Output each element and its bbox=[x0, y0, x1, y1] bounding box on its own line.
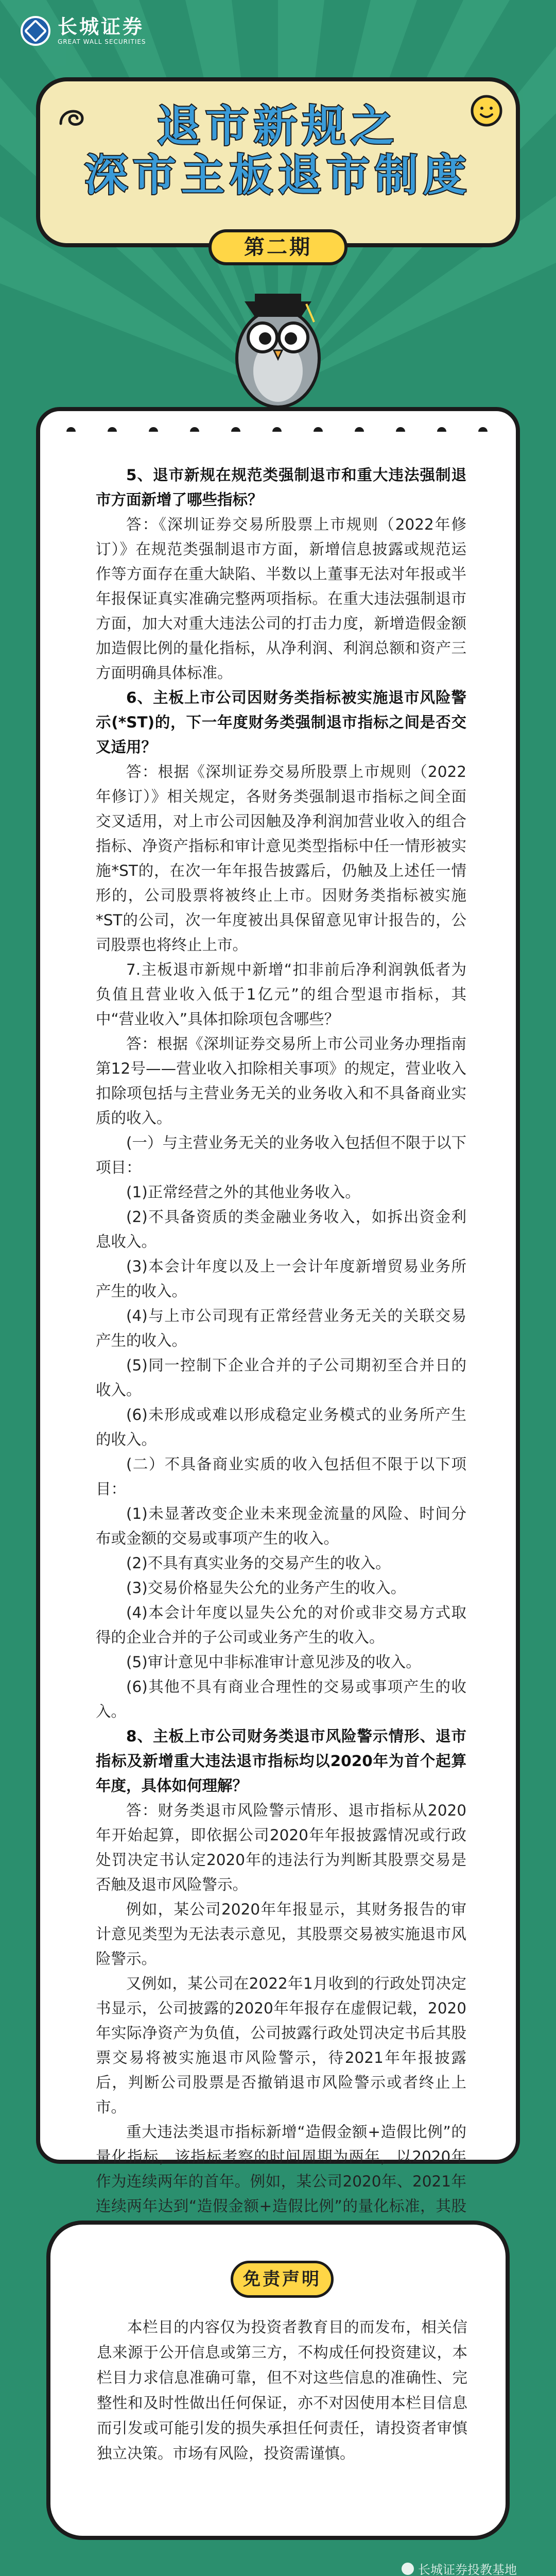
answer-paragraph: 又例如，某公司在2022年1月收到的行政处罚决定书显示，公司披露的2020年年报存在虚假记载，2020年实际净资产为负值，公司披露行政处罚决定书后其股票交易将被实施退市风险警示，待2021年年报披露后，判断公司股票是否撤销退市风险警示或者终止上市。 bbox=[96, 1975, 466, 2116]
hero-banner bbox=[36, 77, 520, 273]
disclaimer-text: 本栏目的内容仅为投资者教育目的而发布，相关信息来源于公开信息或第三方，不构成任何投资建议，本栏目力求信息准确可靠，但不对这些信息的准确性、完整性和及时性做出任何保证，亦不对因使用本栏目信息而引发或可能引发的损失承担任何责任，请投资者审慎独立决策。市场有风险，投资需谨慎。 bbox=[97, 2318, 467, 2462]
list-item: (1)正常经营之外的其他业务收入。 bbox=[126, 1183, 360, 1201]
list-item: (2)不具有真实业务的交易产生的收入。 bbox=[126, 1554, 391, 1572]
article-card bbox=[36, 407, 520, 2215]
list-item: (5)同一控制下企业合并的子公司期初至合并日的收入。 bbox=[96, 1357, 466, 1399]
question-heading: 5、退市新规在规范类强制退市和重大违法强制退市方面新增了哪些指标？ bbox=[96, 466, 466, 509]
list-item: (3)本会计年度以及上一会计年度新增贸易业务所产生的收入。 bbox=[96, 1258, 466, 1300]
brand-logo bbox=[21, 16, 146, 46]
header-bar bbox=[0, 0, 556, 62]
hero-title-line2: 深市主板退市制度 bbox=[84, 150, 472, 200]
question-heading: 6、主板上市公司因财务类指标被实施退市风险警示(*ST)的，下一年度财务类强制退市指标之间是否交叉适用？ bbox=[96, 689, 466, 756]
list-item: (二）不具备商业实质的收入包括但不限于以下项目： bbox=[96, 1455, 466, 1498]
list-item: (4)本会计年度以显失公允的对价或非交易方式取得的企业合并的子公司或业务产生的收入。 bbox=[96, 1604, 466, 1646]
answer-paragraph: 重大违法类退市指标新增“造假金额+造假比例”的量化指标，该指标考察的时间周期为两年，以2020年作为连续两年的首年。例如，某公司2020年、2021年连续两年达到“造假金额+造假比例”的量化标准，其股 bbox=[96, 2123, 466, 2215]
list-item: (3)交易价格显失公允的业务产生的收入。 bbox=[126, 1579, 406, 1597]
hero-title-line1: 退市新规之 bbox=[157, 101, 399, 151]
list-item: (1)未显著改变企业未来现金流量的风险、时间分布或金额的交易或事项产生的收入。 bbox=[96, 1505, 466, 1547]
watermark bbox=[402, 2560, 517, 2576]
answer-paragraph: 答：根据《深圳证券交易所上市公司业务办理指南第12号——营业收入扣除相关事项》的规定，营业收入扣除项包括与主营业务无关的业务收入和不具备商业实质的收入。 bbox=[96, 1035, 466, 1127]
list-item: (4)与上市公司现有正常经营业务无关的关联交易产生的收入。 bbox=[96, 1307, 466, 1349]
disclaimer-card bbox=[46, 2221, 510, 2540]
great-wall-logo-icon bbox=[21, 16, 50, 46]
article-body bbox=[96, 463, 466, 2243]
answer-paragraph: 答：财务类退市风险警示情形、退市指标从2020年开始起算，即依据公司2020年年报披露情况或行政处罚决定书认定2020年的违法行为判断其股票交易是否触及退市风险警示。 bbox=[96, 1802, 466, 1893]
brand-name-en: GREAT WALL SECURITIES bbox=[58, 38, 146, 45]
list-item: (6)未形成或难以形成稳定业务模式的业务所产生的收入。 bbox=[96, 1406, 466, 1448]
owl-mascot-icon bbox=[224, 281, 332, 410]
card-binding-dots-icon bbox=[61, 411, 503, 432]
brand-name-cn: 长城证券 bbox=[58, 15, 145, 38]
issue-badge: 第二期 bbox=[208, 229, 348, 265]
watermark-logo-icon bbox=[402, 2563, 414, 2575]
list-item: (2)不具备资质的类金融业务收入，如拆出资金利息收入。 bbox=[96, 1208, 466, 1250]
watermark-text: 长城证券投教基地 bbox=[418, 2563, 517, 2576]
question-heading: 8、主板上市公司财务类退市风险警示情形、退市指标及新增重大违法退市指标均以2020年为首个起算年度，具体如何理解？ bbox=[96, 1727, 466, 1794]
disclaimer-title: 免责声明 bbox=[231, 2261, 334, 2298]
answer-paragraph: 答：根据《深圳证券交易所股票上市规则（2022年修订）》相关规定，各财务类强制退市指标之间全面交叉适用，对上市公司因触及净利润加营业收入的组合指标、净资产指标和审计意见类型指标中任一情形被实施*ST的，在次一年年报告披露后，仍触及上述任一情形的，公司股票将被终止上市。因财务类指标被实施*ST的公司，次一年度被出具保留意见审计报告的，公司股票也将终止上市。 bbox=[96, 763, 466, 954]
list-item: (6)其他不具有商业合理性的交易或事项产生的收入。 bbox=[96, 1678, 466, 1720]
list-item: (一）与主营业务无关的业务收入包括但不限于以下项目： bbox=[96, 1134, 466, 1176]
list-item: (5)审计意见中非标准审计意见涉及的收入。 bbox=[126, 1653, 421, 1671]
answer-paragraph: 答：《深圳证券交易所股票上市规则（2022年修订）》在规范类强制退市方面，新增信息披露或规范运作等方面存在重大缺陷、半数以上董事无法对年报或半年报保证真实准确完整两项指标。在重大违法强制退市方面，加大对重大违法公司的打击力度，新增造假金额加造假比例的量化指标，从净利润、利润总额和资产三方面明确具体标准。 bbox=[96, 516, 466, 682]
answer-paragraph: 例如，某公司2020年年报显示，其财务报告的审计意见类型为无法表示意见，其股票交易被实施退市风险警示。 bbox=[96, 1901, 466, 1968]
answer-paragraph: 7.主板退市新规中新增“扣非前后净利润孰低者为负值且营业收入低于1亿元”的组合型退市指标，其中“营业收入”具体扣除项包含哪些？ bbox=[96, 961, 466, 1028]
